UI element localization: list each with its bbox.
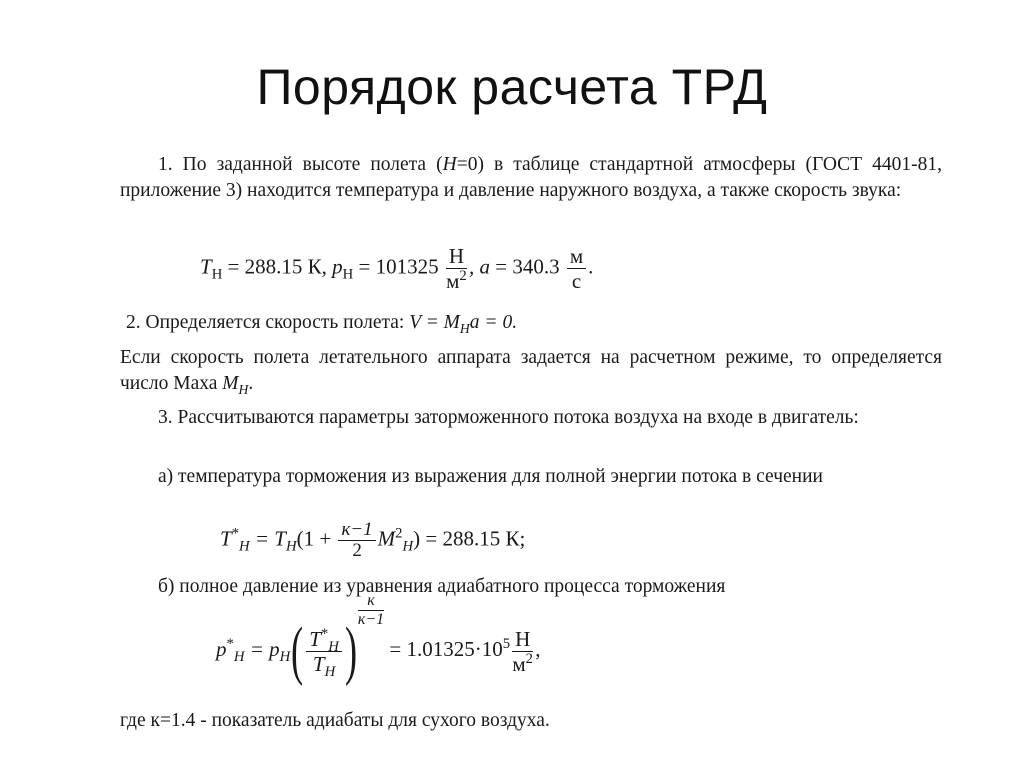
paren-close: ) xyxy=(344,614,357,687)
equation-atmosphere xyxy=(200,244,593,293)
sub: H xyxy=(286,538,297,555)
den: T xyxy=(312,651,325,676)
num: Н xyxy=(446,244,467,269)
unit-fraction xyxy=(446,244,467,293)
var: = T xyxy=(249,526,286,551)
paragraph-step-3: 3. Рассчитываются параметры заторможенного потока воздуха на входе в двигатель: xyxy=(158,407,859,428)
sub: H xyxy=(328,638,339,655)
var: = p xyxy=(244,636,280,661)
sub: H xyxy=(459,320,470,336)
value: = 340.3 xyxy=(490,254,565,279)
value: = 1.01325·10 xyxy=(384,636,503,661)
exponent-fraction xyxy=(358,592,384,629)
equation-total-temperature xyxy=(220,520,525,561)
fraction xyxy=(306,625,342,680)
den: м xyxy=(512,651,526,676)
den: м xyxy=(446,269,460,293)
den: 2 xyxy=(352,540,362,561)
var: p xyxy=(332,254,343,279)
sup: * xyxy=(320,625,329,642)
text: 1. По заданной высоте полета ( xyxy=(158,154,443,175)
var: , a xyxy=(469,254,491,279)
punct: . xyxy=(588,254,594,279)
fraction xyxy=(338,520,375,561)
value: = 101325 xyxy=(353,254,444,279)
text: (1 + xyxy=(296,526,337,551)
punct: . xyxy=(248,373,254,394)
var: p xyxy=(216,636,227,661)
sub: H xyxy=(402,538,414,555)
text: Если скорость полета летательного аппарата задается на расчетном режиме, то определяется число Маха xyxy=(120,347,942,394)
sup: * xyxy=(231,525,240,542)
var-h: H xyxy=(442,154,457,175)
text: ) = 288.15 К; xyxy=(413,526,526,551)
sub: Н xyxy=(342,266,354,283)
equation-total-pressure xyxy=(216,592,541,687)
paragraph-step-3b: б) полное давление из уравнения адиабатного процесса торможения xyxy=(158,576,726,597)
paren-open: ( xyxy=(291,614,304,687)
document-body xyxy=(120,152,942,742)
equation: a = 0. xyxy=(469,312,518,333)
sup: 2 xyxy=(459,268,467,284)
num: к xyxy=(358,592,384,611)
sup: 2 xyxy=(395,525,403,542)
value: = 288.15 К, xyxy=(222,254,333,279)
slide-title: Порядок расчета ТРД xyxy=(256,59,768,115)
text: =0) в таблице стандартной атмосферы (ГОСТ 4401-81, приложение 3) находится температура и давление наружного воздуха, а также скорость звука: xyxy=(120,154,942,201)
equation: V = M xyxy=(409,312,460,333)
paragraph-step-1 xyxy=(120,152,942,204)
var: T xyxy=(220,526,232,551)
sub: H xyxy=(279,649,291,665)
num: к−1 xyxy=(338,520,375,541)
den: к−1 xyxy=(357,611,385,628)
unit-fraction xyxy=(512,627,533,676)
num: T xyxy=(309,626,321,651)
paragraph-step-2 xyxy=(126,310,942,336)
var: M xyxy=(222,373,239,394)
sub: H xyxy=(233,649,245,665)
num: Н xyxy=(512,627,533,652)
punct: , xyxy=(535,636,541,661)
sub: Н xyxy=(211,266,223,283)
var: T xyxy=(200,254,212,279)
paragraph-step-3a: а) температура торможения из выражения для полной энергии потока в сечении xyxy=(158,466,823,487)
sup: * xyxy=(226,635,234,652)
paragraph-mach xyxy=(120,345,942,397)
paragraph-note: где к=1.4 - показатель адиабаты для сухого воздуха. xyxy=(120,710,550,731)
var: M xyxy=(377,526,396,551)
unit-fraction xyxy=(567,244,586,293)
text: 2. Определяется скорость полета: xyxy=(126,312,410,333)
sup: 2 xyxy=(525,650,533,667)
sub: H xyxy=(324,663,336,680)
num: м xyxy=(567,244,586,269)
sub: H xyxy=(239,538,250,555)
sup: 5 xyxy=(502,635,511,652)
den: с xyxy=(571,269,582,293)
sub: H xyxy=(238,381,249,397)
